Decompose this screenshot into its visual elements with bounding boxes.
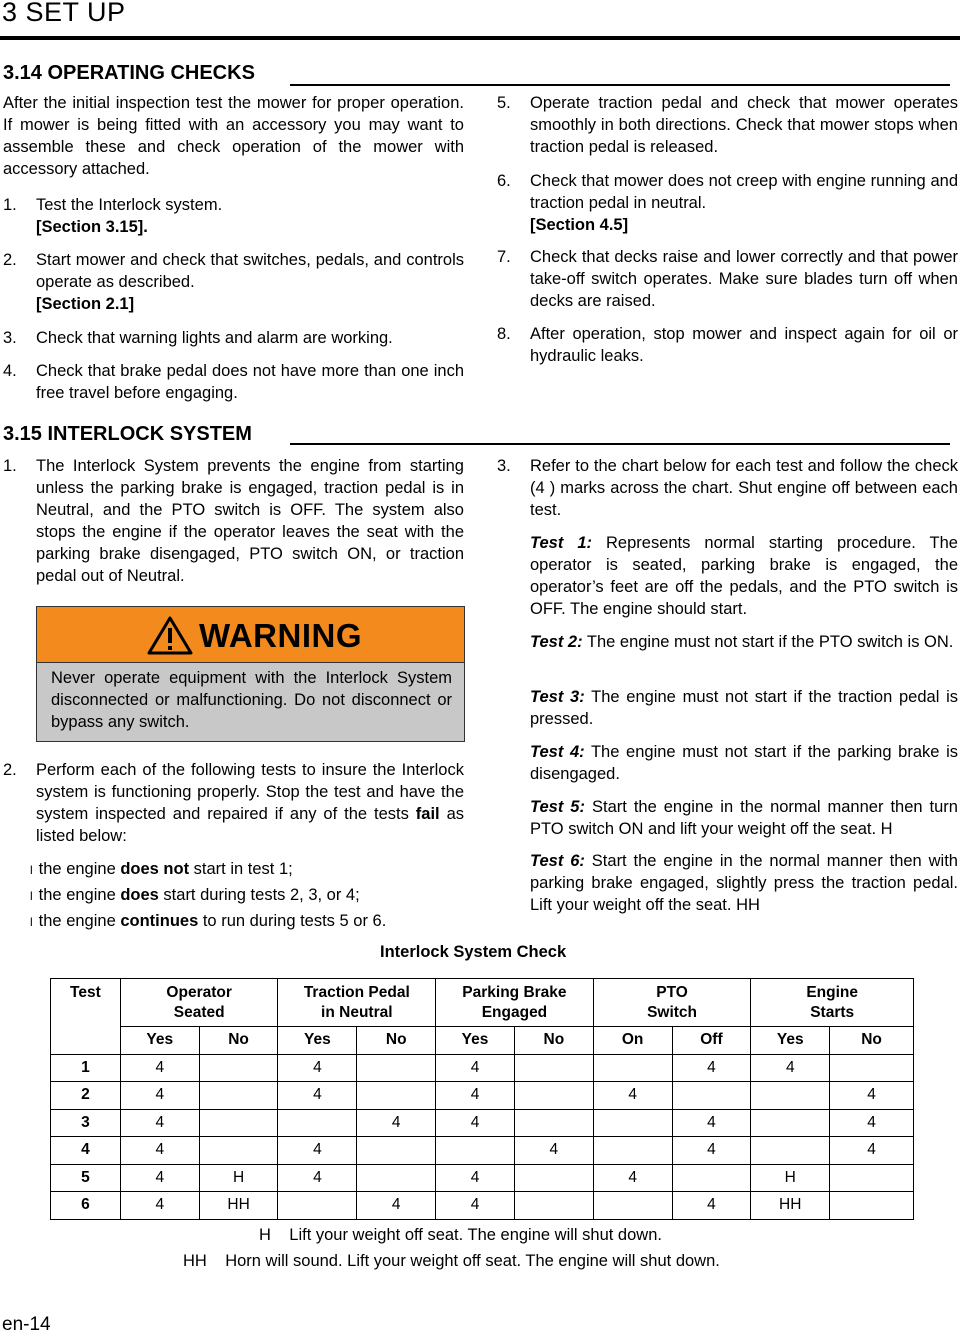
bullet-text-end: start during tests 2, 3, or 4; — [158, 886, 360, 904]
table-cell: 4 — [436, 1109, 515, 1137]
table-group-header: Operator Seated — [120, 979, 278, 1027]
table-body — [51, 1054, 914, 1219]
table-cell: 4 — [672, 1109, 751, 1137]
table-subheader: Yes — [120, 1027, 199, 1055]
interlock-check-table — [50, 978, 914, 1220]
table-cell — [199, 1109, 278, 1137]
table-cell — [357, 1082, 436, 1110]
table-subheader: No — [830, 1027, 914, 1055]
table-subheader: Off — [672, 1027, 751, 1055]
table-cell: 4 — [830, 1109, 914, 1137]
table-cell: 4 — [436, 1054, 515, 1082]
table-cell — [593, 1137, 672, 1165]
section-reference: [Section 3.15]. — [36, 218, 148, 236]
test-text: Start the engine in the normal manner then turn PTO switch ON and lift your weight off the seat. H — [530, 798, 958, 838]
table-cell: 4 — [672, 1137, 751, 1165]
table-cell: 4 — [120, 1192, 199, 1220]
table-cell — [514, 1164, 593, 1192]
item-number: 3. — [3, 329, 17, 347]
table-cell: 4 — [278, 1054, 357, 1082]
table-cell: 4 — [593, 1082, 672, 1110]
table-cell: 4 — [120, 1109, 199, 1137]
table-cell: 4 — [120, 1137, 199, 1165]
table-cell: 4 — [278, 1137, 357, 1165]
table-cell: 4 — [593, 1164, 672, 1192]
table-cell: 4 — [672, 1054, 751, 1082]
list-item — [497, 323, 958, 367]
item-text: Check that mower does not creep with engine running and traction pedal in neutral. — [530, 172, 958, 212]
item-number: 5. — [497, 94, 511, 112]
test-label: Test 2: — [530, 633, 583, 651]
table-cell — [830, 1054, 914, 1082]
item-text-start: Perform each of the following tests to insure the Interlock system is functioning properly. Stop the test and have the system inspected and repaired if any of the tests — [36, 761, 464, 823]
item-number: 1. — [3, 457, 17, 475]
test-text: Represents normal starting procedure. The operator is seated, parking brake is engaged, the operator’s feet are off the pedals, and the PTO switch is OFF. The engine should start. — [530, 534, 958, 618]
list-item — [497, 170, 958, 236]
list-item — [497, 92, 958, 158]
table-cell: 4 — [357, 1192, 436, 1220]
test-number-cell: 2 — [51, 1082, 121, 1110]
table-cell: HH — [199, 1192, 278, 1220]
table-cell — [357, 1054, 436, 1082]
item-number: 7. — [497, 248, 511, 266]
test-label: Test 6: — [530, 852, 585, 870]
section-315-heading: 3.15 INTERLOCK SYSTEM — [3, 423, 252, 445]
note-mark: HH — [183, 1252, 207, 1270]
table-cell: 4 — [436, 1082, 515, 1110]
item-text: After operation, stop mower and inspect again for oil or hydraulic leaks. — [530, 325, 958, 365]
table-cell: 4 — [672, 1192, 751, 1220]
item-text-end: as listed below: — [36, 805, 465, 845]
item-text-emphasis: fail — [415, 805, 440, 823]
table-cell — [514, 1109, 593, 1137]
table-cell — [751, 1082, 830, 1110]
test-number-cell: 4 — [51, 1137, 121, 1165]
item-text: Test the Interlock system. — [36, 196, 223, 214]
test-label: Test 5: — [530, 798, 585, 816]
bullet-text: the engine — [38, 860, 121, 878]
list-item — [3, 759, 464, 847]
note-text: Lift your weight off seat. The engine will shut down. — [289, 1226, 662, 1244]
table-subheader: Yes — [751, 1027, 830, 1055]
bullet-emphasis: does not — [120, 860, 190, 878]
list-item — [497, 455, 958, 521]
bullet-item — [30, 858, 293, 881]
test-text: The engine must not start if the traction pedal is pressed. — [530, 688, 959, 728]
warning-text: Never operate equipment with the Interlock System disconnected or malfunctioning. Do not disconnect or bypass any switch. — [51, 669, 452, 731]
table-cell — [278, 1192, 357, 1220]
list-item — [3, 455, 464, 587]
table-row — [51, 1137, 914, 1165]
test-label: Test 3: — [530, 688, 585, 706]
table-cell — [436, 1137, 515, 1165]
test-label: Test 1: — [530, 534, 592, 552]
table-subheader: No — [199, 1027, 278, 1055]
table-cell — [199, 1054, 278, 1082]
table-group-header: Traction Pedal in Neutral — [278, 979, 436, 1027]
table-cell: 4 — [278, 1082, 357, 1110]
item-text: Refer to the chart below for each test and follow the check (4 ) marks across the chart. Shut engine off between each test. — [530, 457, 958, 519]
table-row — [51, 1054, 914, 1082]
table-cell: 4 — [436, 1192, 515, 1220]
bullet-emphasis: does — [120, 886, 159, 904]
table-subheader: No — [514, 1027, 593, 1055]
list-item — [497, 246, 958, 312]
table-cell — [830, 1192, 914, 1220]
table-title: Interlock System Check — [380, 943, 567, 961]
table-group-header: PTO Switch — [593, 979, 751, 1027]
item-text: Check that warning lights and alarm are working. — [36, 329, 393, 347]
bullet-item — [30, 910, 386, 933]
table-cell: HH — [751, 1192, 830, 1220]
table-note — [259, 1224, 662, 1246]
bullet-text-end: start in test 1; — [189, 860, 293, 878]
item-text: Check that decks raise and lower correctly and that power take-off switch operates. Make sure blades turn off when decks are raised. — [530, 248, 958, 310]
table-cell — [199, 1137, 278, 1165]
table-row — [51, 1192, 914, 1220]
table-cell: H — [751, 1164, 830, 1192]
table-cell: 4 — [120, 1082, 199, 1110]
item-number: 4. — [3, 362, 17, 380]
item-text: Start mower and check that switches, pedals, and controls operate as described. — [36, 251, 464, 291]
table-row — [51, 1109, 914, 1137]
table-cell — [672, 1082, 751, 1110]
table-cell — [672, 1164, 751, 1192]
test-number-cell: 6 — [51, 1192, 121, 1220]
item-number: 6. — [497, 172, 511, 190]
table-group-header: Engine Starts — [751, 979, 914, 1027]
table-cell: 4 — [751, 1054, 830, 1082]
test-text: The engine must not start if the parking brake is disengaged. — [530, 743, 958, 783]
item-text: The Interlock System prevents the engine from starting unless the parking brake is engaged, traction pedal is in Neutral, and the PTO switch is OFF. The system also stops the engine if the operator leaves the seat with the parking brake disengaged, PTO switch ON, or traction pedal out of Neutral. — [36, 457, 464, 585]
header-rule — [0, 36, 960, 40]
table-cell — [593, 1054, 672, 1082]
item-number: 1. — [3, 196, 17, 214]
table-subheader: On — [593, 1027, 672, 1055]
bullet-text: the engine — [38, 886, 121, 904]
list-item — [3, 249, 464, 315]
item-number: 2. — [3, 251, 17, 269]
table-cell: 4 — [120, 1164, 199, 1192]
warning-banner — [37, 607, 464, 663]
warning-word: WARNING — [199, 617, 362, 654]
item-number: 3. — [497, 457, 511, 475]
table-cell — [514, 1192, 593, 1220]
test-description — [497, 850, 958, 916]
table-cell: 4 — [357, 1109, 436, 1137]
item-number: 2. — [3, 761, 17, 779]
test-text: Start the engine in the normal manner then with parking brake engaged, slightly press the traction pedal. Lift your weight off the seat. HH — [530, 852, 958, 914]
test-description — [497, 796, 958, 840]
list-item — [3, 194, 464, 238]
table-cell — [593, 1192, 672, 1220]
table-cell — [278, 1109, 357, 1137]
test-number-cell: 1 — [51, 1054, 121, 1082]
page-number: en-14 — [2, 1314, 51, 1335]
table-subheader: Yes — [436, 1027, 515, 1055]
bullet-mark: l — [30, 889, 33, 903]
section-315-rule — [290, 443, 950, 445]
table-cell: 4 — [514, 1137, 593, 1165]
item-text: Check that brake pedal does not have more than one inch free travel before engaging. — [36, 362, 464, 402]
table-cell: 4 — [278, 1164, 357, 1192]
bullet-text-end: to run during tests 5 or 6. — [198, 912, 387, 930]
section-314-intro: After the initial inspection test the mower for proper operation. If mower is being fitted with an accessory you may want to assemble these and check operation of the mower with accessory attached. — [3, 94, 464, 178]
table-cell: 4 — [120, 1054, 199, 1082]
table-subheader: Yes — [278, 1027, 357, 1055]
table-cell — [357, 1164, 436, 1192]
test-text: The engine must not start if the PTO switch is ON. — [586, 633, 954, 651]
test-description — [497, 686, 958, 730]
table-group-header: Parking Brake Engaged — [436, 979, 594, 1027]
table-cell: 4 — [830, 1082, 914, 1110]
test-number-cell: 3 — [51, 1109, 121, 1137]
bullet-emphasis: continues — [120, 912, 199, 930]
bullet-mark: l — [30, 863, 33, 877]
table-cell — [751, 1137, 830, 1165]
warning-box — [36, 606, 465, 742]
table-header-test: Test — [51, 979, 121, 1055]
table-cell: 4 — [436, 1164, 515, 1192]
table-cell: 4 — [830, 1137, 914, 1165]
section-reference: [Section 2.1] — [36, 295, 135, 313]
bullet-mark: l — [30, 915, 33, 929]
table-cell — [199, 1082, 278, 1110]
item-number: 8. — [497, 325, 511, 343]
bullet-item — [30, 884, 360, 907]
table-cell — [514, 1082, 593, 1110]
section-reference: [Section 4.5] — [530, 216, 629, 234]
table-cell — [751, 1109, 830, 1137]
section-314-heading: 3.14 OPERATING CHECKS — [3, 62, 255, 84]
page-header-title: 3 SET UP — [2, 0, 126, 27]
table-subheader: No — [357, 1027, 436, 1055]
table-cell — [514, 1054, 593, 1082]
table-cell — [593, 1109, 672, 1137]
table-cell: H — [199, 1164, 278, 1192]
test-description — [497, 741, 958, 785]
list-item — [3, 360, 464, 404]
bullet-text: the engine — [38, 912, 121, 930]
item-text: Operate traction pedal and check that mower operates smoothly in both directions. Check that mower stops when traction pedal is released. — [530, 94, 958, 156]
table-cell — [830, 1164, 914, 1192]
note-mark: H — [259, 1226, 271, 1244]
list-item — [3, 327, 464, 349]
note-text: Horn will sound. Lift your weight off seat. The engine will shut down. — [225, 1252, 720, 1270]
table-row — [51, 1164, 914, 1192]
table-row — [51, 1082, 914, 1110]
test-description — [497, 532, 958, 620]
table-cell — [357, 1137, 436, 1165]
warning-triangle-icon — [147, 615, 193, 655]
test-label: Test 4: — [530, 743, 585, 761]
section-314-rule — [290, 84, 950, 86]
test-description — [497, 631, 958, 675]
table-note — [183, 1250, 720, 1272]
test-number-cell: 5 — [51, 1164, 121, 1192]
